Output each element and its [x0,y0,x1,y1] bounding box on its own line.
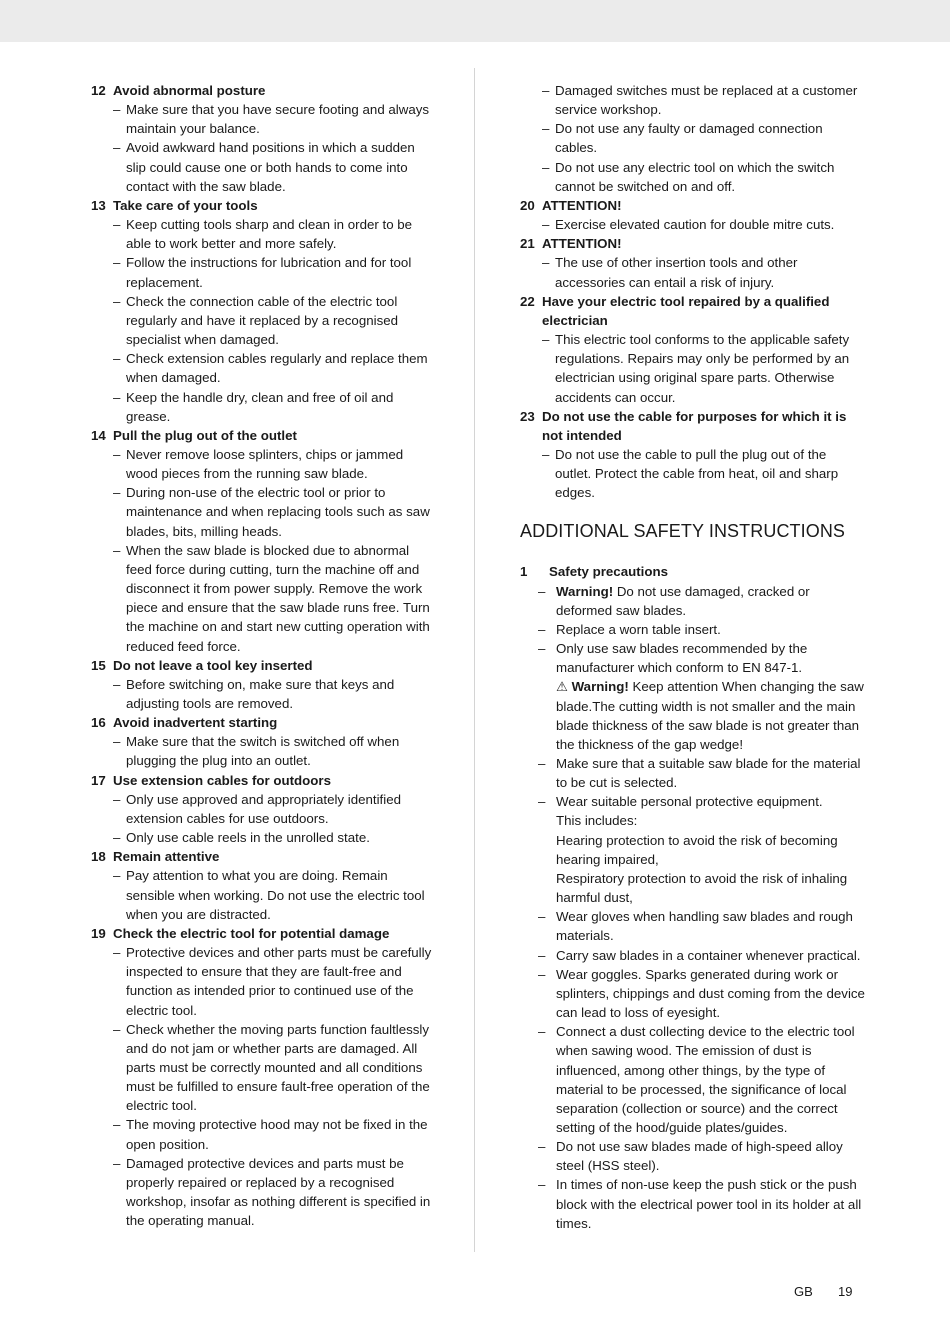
page-number: 19 [838,1284,853,1299]
section-title: Pull the plug out of the outlet [113,427,297,443]
list-item: – Check extension cables regularly and replace them when damaged. [91,349,436,387]
list-item: – Make sure that a suitable saw blade for the material to be cut is selected. [520,754,865,792]
section-13-heading [91,196,436,215]
dash-bullet: – [538,641,546,657]
dash-bullet: – [113,293,121,309]
list-item: – Do not use saw blades made of high-speed alloy steel (HSS steel). [520,1137,865,1175]
section-number: 17 [91,772,106,788]
list-item: – Never remove loose splinters, chips or jammed wood pieces from the running saw blade. [91,445,436,483]
section-number: 12 [91,83,106,98]
dash-bullet: – [113,485,121,501]
list-item: – Protective devices and other parts must be carefully inspected to ensure that they are fault-free and function as intended prior to continued use of the electric tool. [91,943,436,1020]
section-title: Take care of your tools [113,197,258,213]
additional-safety-heading: ADDITIONAL SAFETY INSTRUCTIONS [520,521,846,542]
list-item: – Make sure that you have secure footing and always maintain your balance. [91,100,436,138]
dash-bullet: – [113,1117,121,1133]
dash-bullet: – [113,351,121,367]
list-item: – Do not use any electric tool on which the switch cannot be switched on and off. [520,158,865,196]
dash-bullet: – [542,121,550,137]
dash-bullet: – [542,217,550,233]
dash-bullet: – [113,102,121,118]
list-item: – The moving protective hood may not be fixed in the open position. [91,1115,436,1153]
warning-label: Warning! [571,679,629,695]
list-item: – Make sure that the switch is switched off when plugging the plug into an outlet. [91,732,436,770]
list-item: – Exercise elevated caution for double mitre cuts. [520,215,865,234]
list-item: – Replace a worn table insert. [520,620,865,639]
list-item: – Carry saw blades in a container whenever practical. [520,946,865,965]
list-item: – Wear gloves when handling saw blades and rough materials. [520,907,865,945]
list-item: – Only use approved and appropriately identified extension cables for use outdoors. [91,790,436,828]
dash-bullet: – [542,159,550,175]
section-12-heading [91,81,436,100]
list-item: – Connect a dust collecting device to the electric tool when sawing wood. The emission of dust is influenced, among other things, by the type of material to be processed, the significance of local separation (collection or source) and the correct setting of the hood/guide plates/guides. [520,1022,865,1137]
section-number: 19 [91,925,106,941]
list-item: – Do not use any faulty or damaged connection cables. [520,119,865,157]
list-item: – Do not use the cable to pull the plug out of the outlet. Protect the cable from heat, oil and sharp edges. [520,445,865,502]
section-18-heading [91,847,436,866]
dash-bullet: – [113,217,121,233]
dash-bullet: – [113,1021,121,1037]
section-title: ATTENTION! [542,197,622,213]
dash-bullet: – [113,1155,121,1171]
section-title: Remain attentive [113,849,220,865]
dash-bullet: – [538,756,546,771]
list-item: – Only use cable reels in the unrolled state. [91,828,436,847]
list-item: – Warning! Do not use damaged, cracked or deformed saw blades. [520,582,865,620]
footer-language: GB [794,1284,813,1299]
list-item: – Follow the instructions for lubrication and for tool replacement. [91,253,436,291]
dash-bullet: – [542,446,550,462]
list-item: – When the saw blade is blocked due to abnormal feed force during cutting, turn the machine off and disconnect it from power supply. Remove the work piece and ensure that the saw blade runs free. Turn the machine on and start new cutting operation with reduced feed force. [91,541,436,656]
list-item: – Wear suitable personal protective equipment. This includes: Hearing protection to avoid the risk of becoming hearing impaired, Respiratory protection to avoid the risk of inhaling harmful dust, [520,792,865,907]
list-item: – Damaged switches must be replaced at a customer service workshop. [520,81,865,119]
section-title: Do not use the cable for purposes for which it is not intended [542,408,847,443]
dash-bullet: – [538,1177,546,1193]
list-item: – Keep cutting tools sharp and clean in order to be able to work better and more safely. [91,215,436,253]
dash-bullet: – [113,945,121,961]
section-title: Avoid inadvertent starting [113,715,278,731]
dash-bullet: – [113,734,121,750]
section-17-heading [91,771,436,790]
section-14-heading [91,426,436,445]
dash-bullet: – [113,446,121,462]
dash-bullet: – [113,389,121,405]
list-item: – Check the connection cable of the electric tool regularly and have it replaced by a recognised specialist when damaged. [91,292,436,349]
list-item: – In times of non-use keep the push stick or the push block with the electrical power tool in its holder at all times. [520,1175,865,1232]
section-22-heading [520,292,865,330]
left-column [91,81,436,1230]
dash-bullet: – [113,791,121,807]
section-15-heading [91,656,436,675]
section-title: Have your electric tool repaired by a qualified electrician [542,293,830,328]
section-number: 23 [520,408,535,424]
section-number: 15 [91,657,106,673]
section-21-heading [520,234,865,253]
dash-bullet: – [113,140,121,156]
list-item: – Damaged protective devices and parts must be properly repaired or replaced by a recognised workshop, insofar as nothing different is specified in the operating manual. [91,1154,436,1231]
section-number: 13 [91,197,106,213]
dash-bullet: – [113,676,121,692]
dash-bullet: – [113,542,121,558]
section-title: Use extension cables for outdoors [113,772,331,788]
section-title: Safety precautions [549,564,668,580]
section-safety-precautions-heading [520,562,865,581]
section-number: 14 [91,427,106,443]
right-column [520,81,865,1233]
list-item: – Check whether the moving parts function faultlessly and do not jam or whether parts are damaged. All parts must be correctly mounted and all conditions must be fulfilled to ensure fault-free operation of the electric tool. [91,1020,436,1116]
section-number: 22 [520,293,535,309]
list-item: – The use of other insertion tools and other accessories can entail a risk of injury. [520,253,865,291]
list-item: – Wear goggles. Sparks generated during work or splinters, chippings and dust coming from the device can lead to loss of eyesight. [520,965,865,1022]
dash-bullet: – [538,794,546,810]
section-title: Do not leave a tool key inserted [113,657,313,673]
section-number: 21 [520,236,535,252]
dash-bullet: – [538,909,546,925]
dash-bullet: – [113,868,121,884]
section-16-heading [91,713,436,732]
section-number: 18 [91,849,106,865]
dash-bullet: – [542,332,550,348]
column-divider [474,68,475,1252]
dash-bullet: – [538,947,546,963]
list-item: – Only use saw blades recommended by the manufacturer which conform to EN 847-1. ⚠ Warning! Keep attention When changing the saw blade.The cutting width is not smaller and the main blade thickness of the saw blade is not greater than the thickness of the gap wedge! [520,639,865,754]
dash-bullet: – [538,1024,546,1040]
dash-bullet: – [542,83,550,98]
list-item: – Pay attention to what you are doing. Remain sensible when working. Do not use the electric tool when you are distracted. [91,866,436,923]
section-title: Check the electric tool for potential damage [113,925,390,941]
section-title: Avoid abnormal posture [113,83,266,98]
dash-bullet: – [538,583,546,599]
dash-bullet: – [538,1139,546,1155]
warning-label: Warning! [556,583,614,599]
section-title: ATTENTION! [542,236,622,252]
dash-bullet: – [538,621,546,637]
section-number: 16 [91,715,106,731]
dash-bullet: – [113,255,121,271]
list-item: – Before switching on, make sure that keys and adjusting tools are removed. [91,675,436,713]
section-20-heading [520,196,865,215]
list-item: – This electric tool conforms to the applicable safety regulations. Repairs may only be performed by an electrician using original spare parts. Otherwise accidents can occur. [520,330,865,407]
warning-triangle-icon: ⚠ [556,679,568,695]
dash-bullet: – [538,966,546,982]
top-header-bar [0,0,950,42]
dash-bullet: – [542,255,550,271]
list-item: – Avoid awkward hand positions in which a sudden slip could cause one or both hands to come into contact with the saw blade. [91,138,436,195]
section-19-heading [91,924,436,943]
dash-bullet: – [113,830,121,846]
section-23-heading [520,407,865,445]
list-item: – During non-use of the electric tool or prior to maintenance and when replacing tools such as saw blades, bits, milling heads. [91,483,436,540]
section-number: 1 [520,564,528,580]
list-item: – Keep the handle dry, clean and free of oil and grease. [91,388,436,426]
section-number: 20 [520,197,535,213]
